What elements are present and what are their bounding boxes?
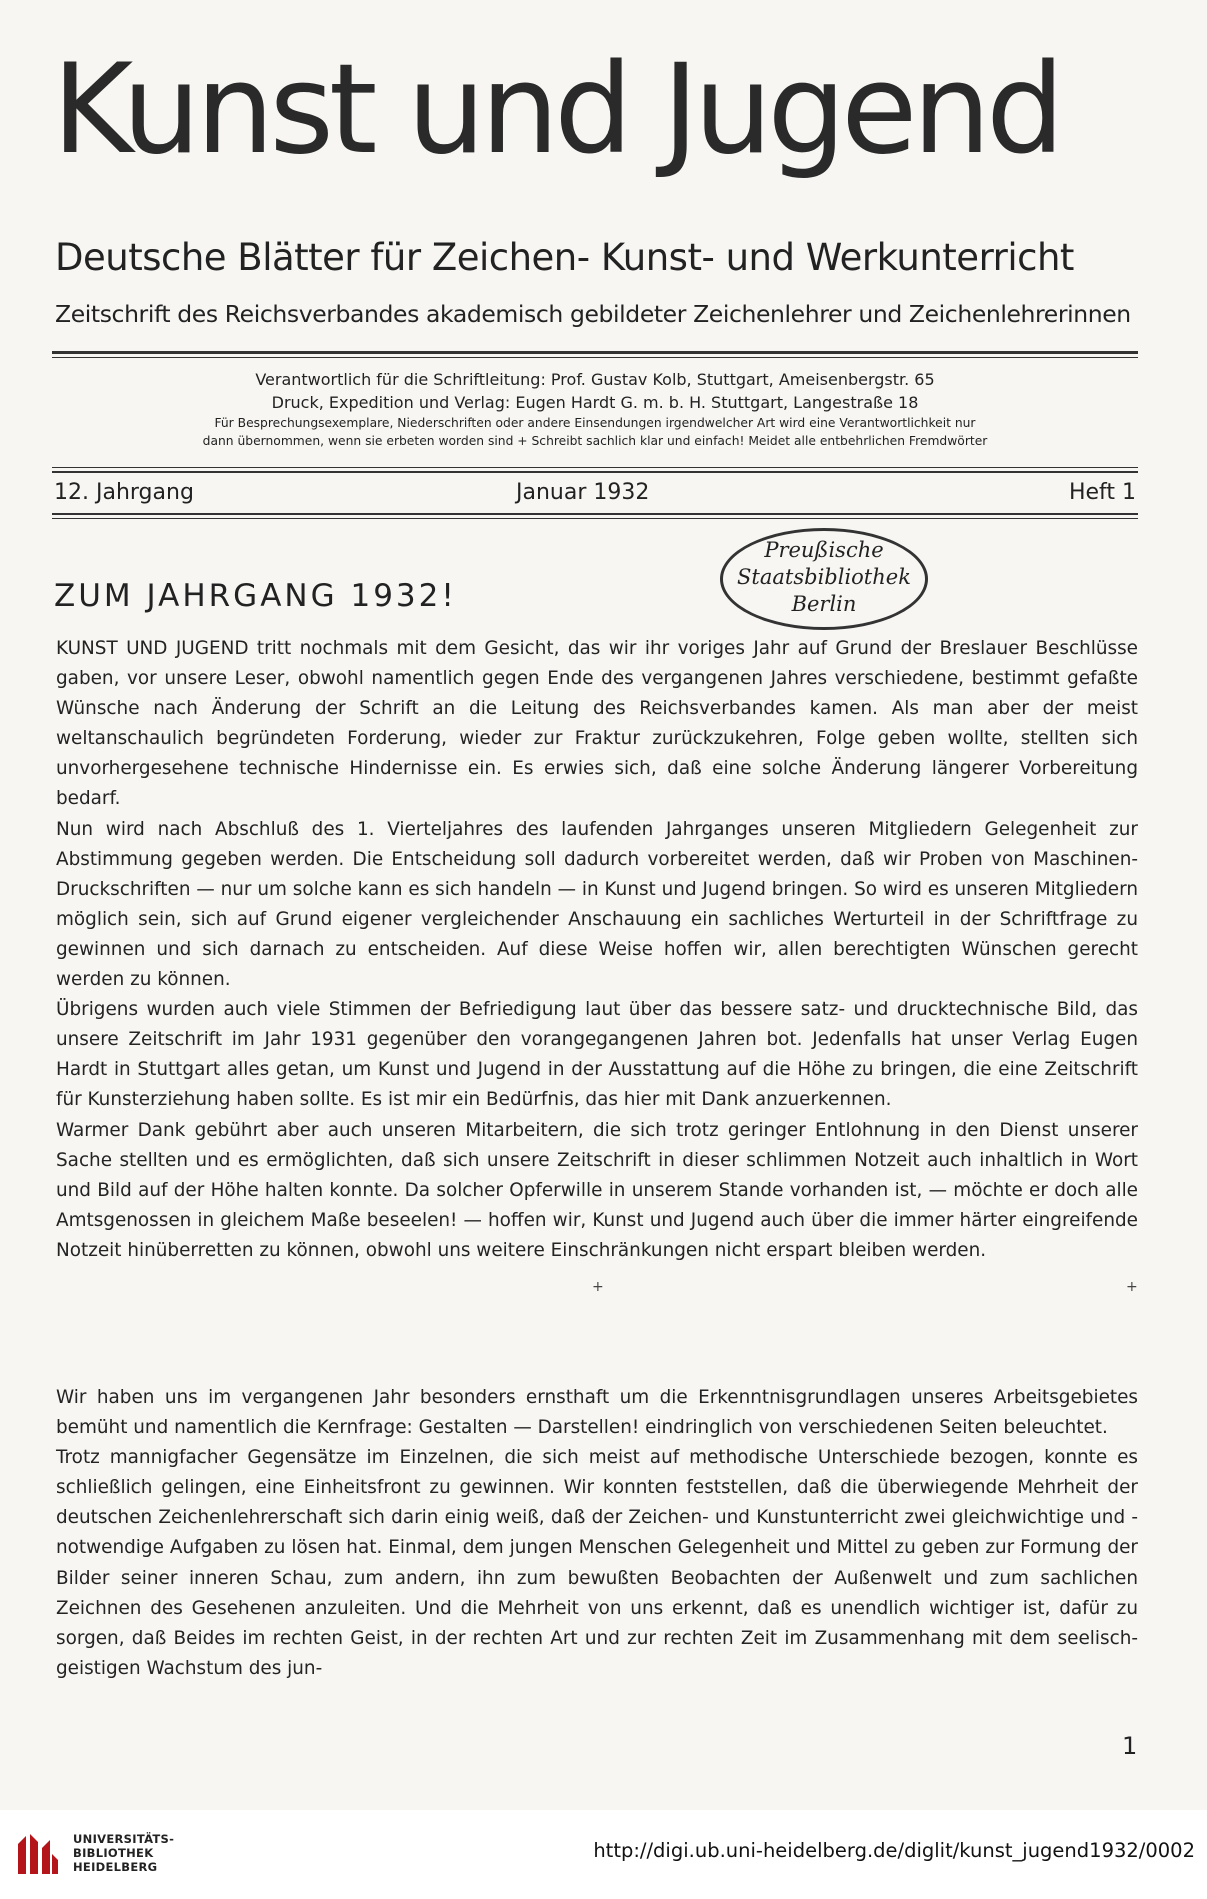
library-stamp <box>720 528 928 630</box>
paragraph: Warmer Dank gebührt aber auch unseren Mitarbeitern, die sich trotz geringer Entlohnung in den Dienst unserer Sache stellten und es ermöglichten, daß sich unsere Zeitschrift in dieser schlimmen Notzeit auch inhaltlich in Wort und Bild auf der Höhe halten konnte. Da solcher Opferwille in unserem Stande vorhanden ist, — möchte er doch alle Amtsgenossen in gleichem Maße beseelen! — hoffen wir, Kunst und Jugend auch über die immer härter eingreifende Notzeit hinüberretten zu können, obwohl uns weitere Einschränkungen nicht erspart bleiben werden. <box>56 1119 1138 1261</box>
journal-publisher-line: Zeitschrift des Reichsverbandes akademisch gebildeter Zeichenlehrer und Zeichenlehrerinnen <box>55 300 1131 328</box>
editor-line: Verantwortlich für die Schriftleitung: Prof. Gustav Kolb, Stuttgart, Ameisenbergstr. 65 <box>255 370 935 389</box>
source-url-link[interactable]: http://digi.ub.uni-heidelberg.de/diglit/kunst_jugend1932/0002 <box>593 1839 1195 1862</box>
journal-subtitle: Deutsche Blätter für Zeichen- Kunst- und Werkunterricht <box>55 236 1074 279</box>
issue-rule-top-thin <box>52 467 1138 468</box>
viewer-footer <box>0 1810 1207 1899</box>
university-logo-icon <box>14 1830 60 1878</box>
stamp-line-3: Berlin <box>791 592 857 616</box>
article-title: ZUM JAHRGANG 1932! <box>54 578 457 614</box>
journal-title: Kunst und Jugend <box>52 38 1060 182</box>
publisher-line: Druck, Expedition und Verlag: Eugen Hardt G. m. b. H. Stuttgart, Langestraße 18 <box>271 393 919 412</box>
article-body <box>56 634 1138 1342</box>
issue-rule-top <box>52 471 1138 473</box>
library-name <box>73 1832 174 1874</box>
page-number: 1 <box>1122 1732 1138 1760</box>
paragraph: Wir haben uns im vergangenen Jahr besonders ernsthaft um die Erkenntnisgrundlagen unseres Arbeitsgebietes bemüht und namentlich die Kernfrage: Gestalten — Darstellen! eindringlich von verschiedenen Seiten beleuchtet. <box>56 1387 1138 1439</box>
stamp-line-2: Staatsbibliothek <box>737 565 911 589</box>
library-name-line-3: HEIDELBERG <box>73 1860 158 1874</box>
separator-mark: + <box>1126 1278 1138 1295</box>
paragraph: KUNST UND JUGEND tritt nochmals mit dem Gesicht, das wir ihr voriges Jahr auf Grund der Breslauer Beschlüsse gaben, vor unsere Leser, obwohl namentlich gegen Ende des vergangenen Jahres verschiedene, bestimmt gefaßte Wünsche nach Änderung der Schrift an die Leitung des Reichsverbandes kamen. Als man aber der meist weltanschaulich begründeten Forderung, wieder zur Fraktur zurückzukehren, Folge geben wollte, stellten sich unvorhergesehene technische Hindernisse ein. Es erwies sich, daß eine solche Änderung längerer Vorbereitung bedarf. <box>56 638 1138 810</box>
separator-mark: + <box>592 1278 604 1295</box>
issue-date: Januar 1932 <box>516 480 650 505</box>
issue-line <box>52 480 1138 512</box>
header-rule-top-thin <box>52 357 1138 358</box>
section-separator <box>56 1266 1138 1342</box>
stamp-line-1: Preußische <box>764 538 884 562</box>
submission-note-line1: Für Besprechungsexemplare, Niederschriften oder andere Einsendungen irgendwelcher Art wird eine Verantwortlichkeit nur <box>214 416 976 430</box>
library-name-line-1: UNIVERSITÄTS- <box>73 1832 175 1846</box>
issue-number: Heft 1 <box>1068 480 1136 505</box>
submission-note-line2: dann übernommen, wenn sie erbeten worden sind + Schreibt sachlich klar und einfach! Meidet alle entbehrlichen Fremdwörter <box>202 434 988 448</box>
volume-label: 12. Jahrgang <box>54 480 194 505</box>
paragraph: Nun wird nach Abschluß des 1. Vierteljahres des laufenden Jahrganges unseren Mitgliedern Gelegenheit zur Abstimmung gegeben werden. Die Entscheidung soll dadurch vorbereitet werden, daß wir Proben von Maschinen-Druckschriften — nur um solche kann es sich handeln — in Kunst und Jugend bringen. So wird es unseren Mitgliedern möglich sein, sich auf Grund eigener vergleichender Anschauung ein sachliches Werturteil in der Schriftfrage zu gewinnen und sich darnach zu entscheiden. Auf diese Weise hoffen wir, allen berechtigten Wünschen gerecht werden zu können. <box>56 818 1138 991</box>
header-rule-top <box>52 351 1138 354</box>
paragraph: Übrigens wurden auch viele Stimmen der Befriedigung laut über das bessere satz- und drucktechnische Bild, das unsere Zeitschrift im Jahr 1931 gegenüber den vorangegangenen Jahren bot. Jedenfalls hat unser Verlag Eugen Hardt in Stuttgart alles getan, um Kunst und Jugend in der Ausstattung auf die Höhe zu bringen, die eine Zeitschrift für Kunsterziehung haben sollte. Es ist mir ein Bedürfnis, das hier mit Dank anzuerkennen. <box>56 999 1138 1111</box>
library-name-line-2: BIBLIOTHEK <box>73 1846 154 1860</box>
paragraph: Trotz mannigfacher Gegensätze im Einzelnen, die sich meist auf methodische Unterschiede bezogen, konnte es schließlich gelingen, eine Einheitsfront zu gewinnen. Wir konnten feststellen, daß die überwiegende Mehrheit der deutschen Zeichenlehrerschaft sich darin einig weiß, daß der Zeichen- und Kunstunterricht zwei gleichwichtige und -notwendige Aufgaben zu lösen hat. Einmal, dem jungen Menschen Gelegenheit und Mittel zu geben zur Formung der Bilder seiner inneren Schau, zum andern, ihn zum bewußten Beobachten der Außenwelt und zum sachlichen Zeichnen des Gesehenen anzuleiten. Und die Mehrheit von uns erkennt, daß es unendlich wichtiger ist, dafür zu sorgen, daß Beides im rechten Geist, in der rechten Art und zur rechten Zeit im Zusammenhang mit dem seelisch-geistigen Wachstum des jun- <box>56 1447 1138 1679</box>
issue-rule-bottom-thin <box>52 518 1138 519</box>
article-body-continued <box>56 1383 1138 1684</box>
editorial-info <box>52 368 1138 450</box>
issue-rule-bottom <box>52 513 1138 515</box>
